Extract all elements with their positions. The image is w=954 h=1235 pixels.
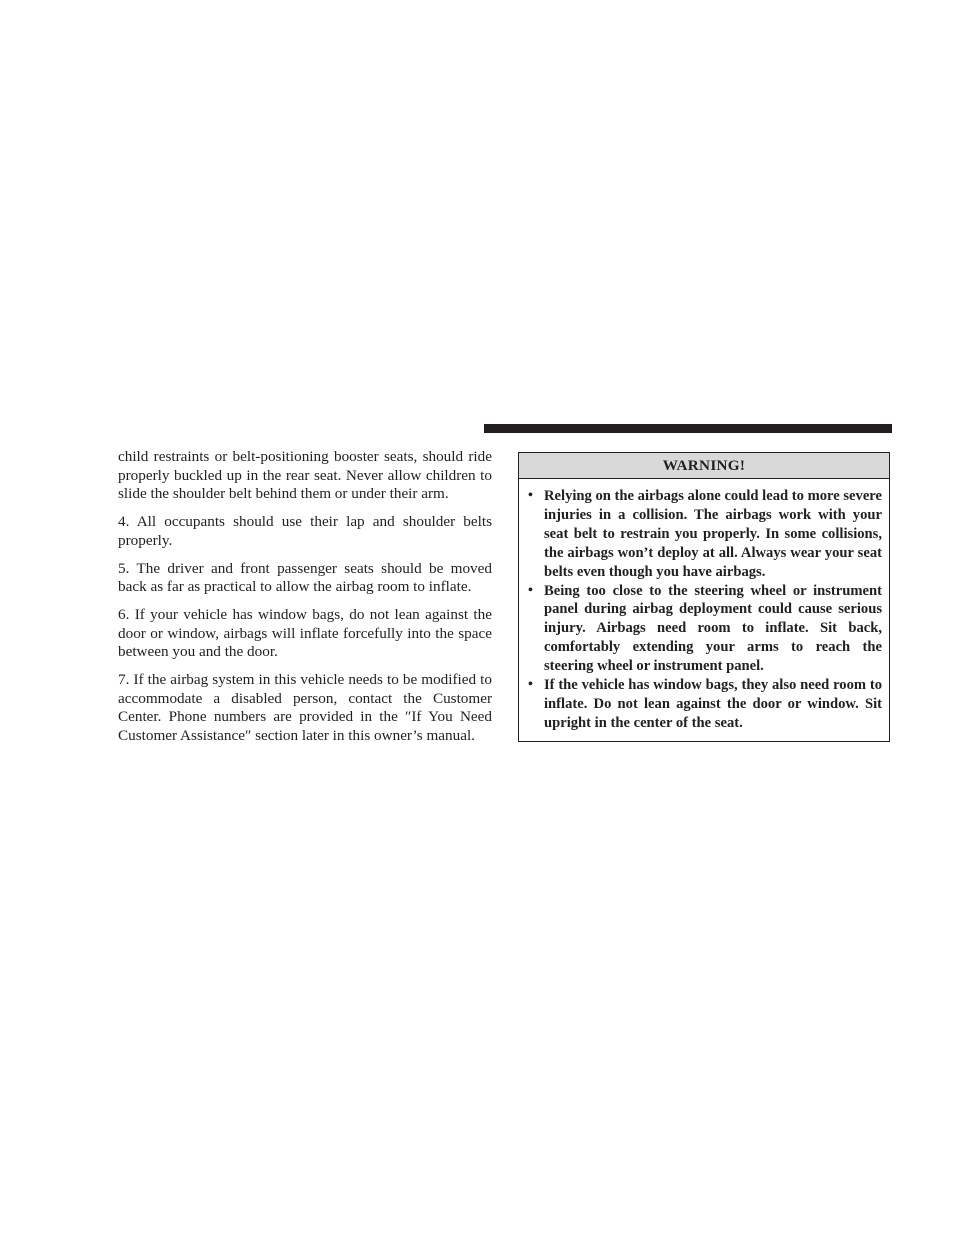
paragraph-item-4: 4. All occupants should use their lap and shoulder belts properly. bbox=[118, 513, 492, 549]
warning-item-text: Being too close to the steering wheel or instrument panel during airbag deployment could cause serious injury. Airbags need room to inflate. Sit back, comfortably extending your arms to reach the steering wheel or instrument panel. bbox=[544, 582, 882, 675]
warning-title: WARNING! bbox=[519, 453, 889, 479]
warning-item-text: Relying on the airbags alone could lead to more severe injuries in a collision. The airbags work with your seat belt to restrain you properly. In some collisions, the airbags won’t deploy at all. Always wear your seat belts even though you have airbags. bbox=[544, 488, 882, 580]
warning-box bbox=[518, 452, 890, 742]
section-header-rule bbox=[484, 424, 892, 433]
body-text-column bbox=[118, 448, 492, 755]
warning-item bbox=[527, 582, 882, 677]
warning-item bbox=[527, 676, 882, 733]
bullet-icon: • bbox=[528, 488, 533, 503]
paragraph-item-7: 7. If the airbag system in this vehicle needs to be modified to accommodate a disabled person, contact the Customer Center. Phone numbers are provided in the ″If You Need Customer Assistance″ section later in this owner’s manual. bbox=[118, 671, 492, 745]
warning-list bbox=[519, 479, 889, 741]
warning-item-text: If the vehicle has window bags, they also need room to inflate. Do not lean against the door or window. Sit upright in the center of the seat. bbox=[544, 677, 882, 731]
bullet-icon: • bbox=[528, 582, 533, 598]
paragraph-item-5: 5. The driver and front passenger seats should be moved back as far as practical to allow the airbag room to inflate. bbox=[118, 559, 492, 596]
bullet-icon: • bbox=[528, 677, 533, 693]
warning-item bbox=[527, 487, 882, 582]
paragraph-child-restraints: child restraints or belt-positioning booster seats, should ride properly buckled up in the rear seat. Never allow children to slide the shoulder belt behind them or under their arm. bbox=[118, 448, 492, 503]
paragraph-item-6: 6. If your vehicle has window bags, do not lean against the door or window, airbags will inflate forcefully into the space between you and the door. bbox=[118, 605, 492, 661]
